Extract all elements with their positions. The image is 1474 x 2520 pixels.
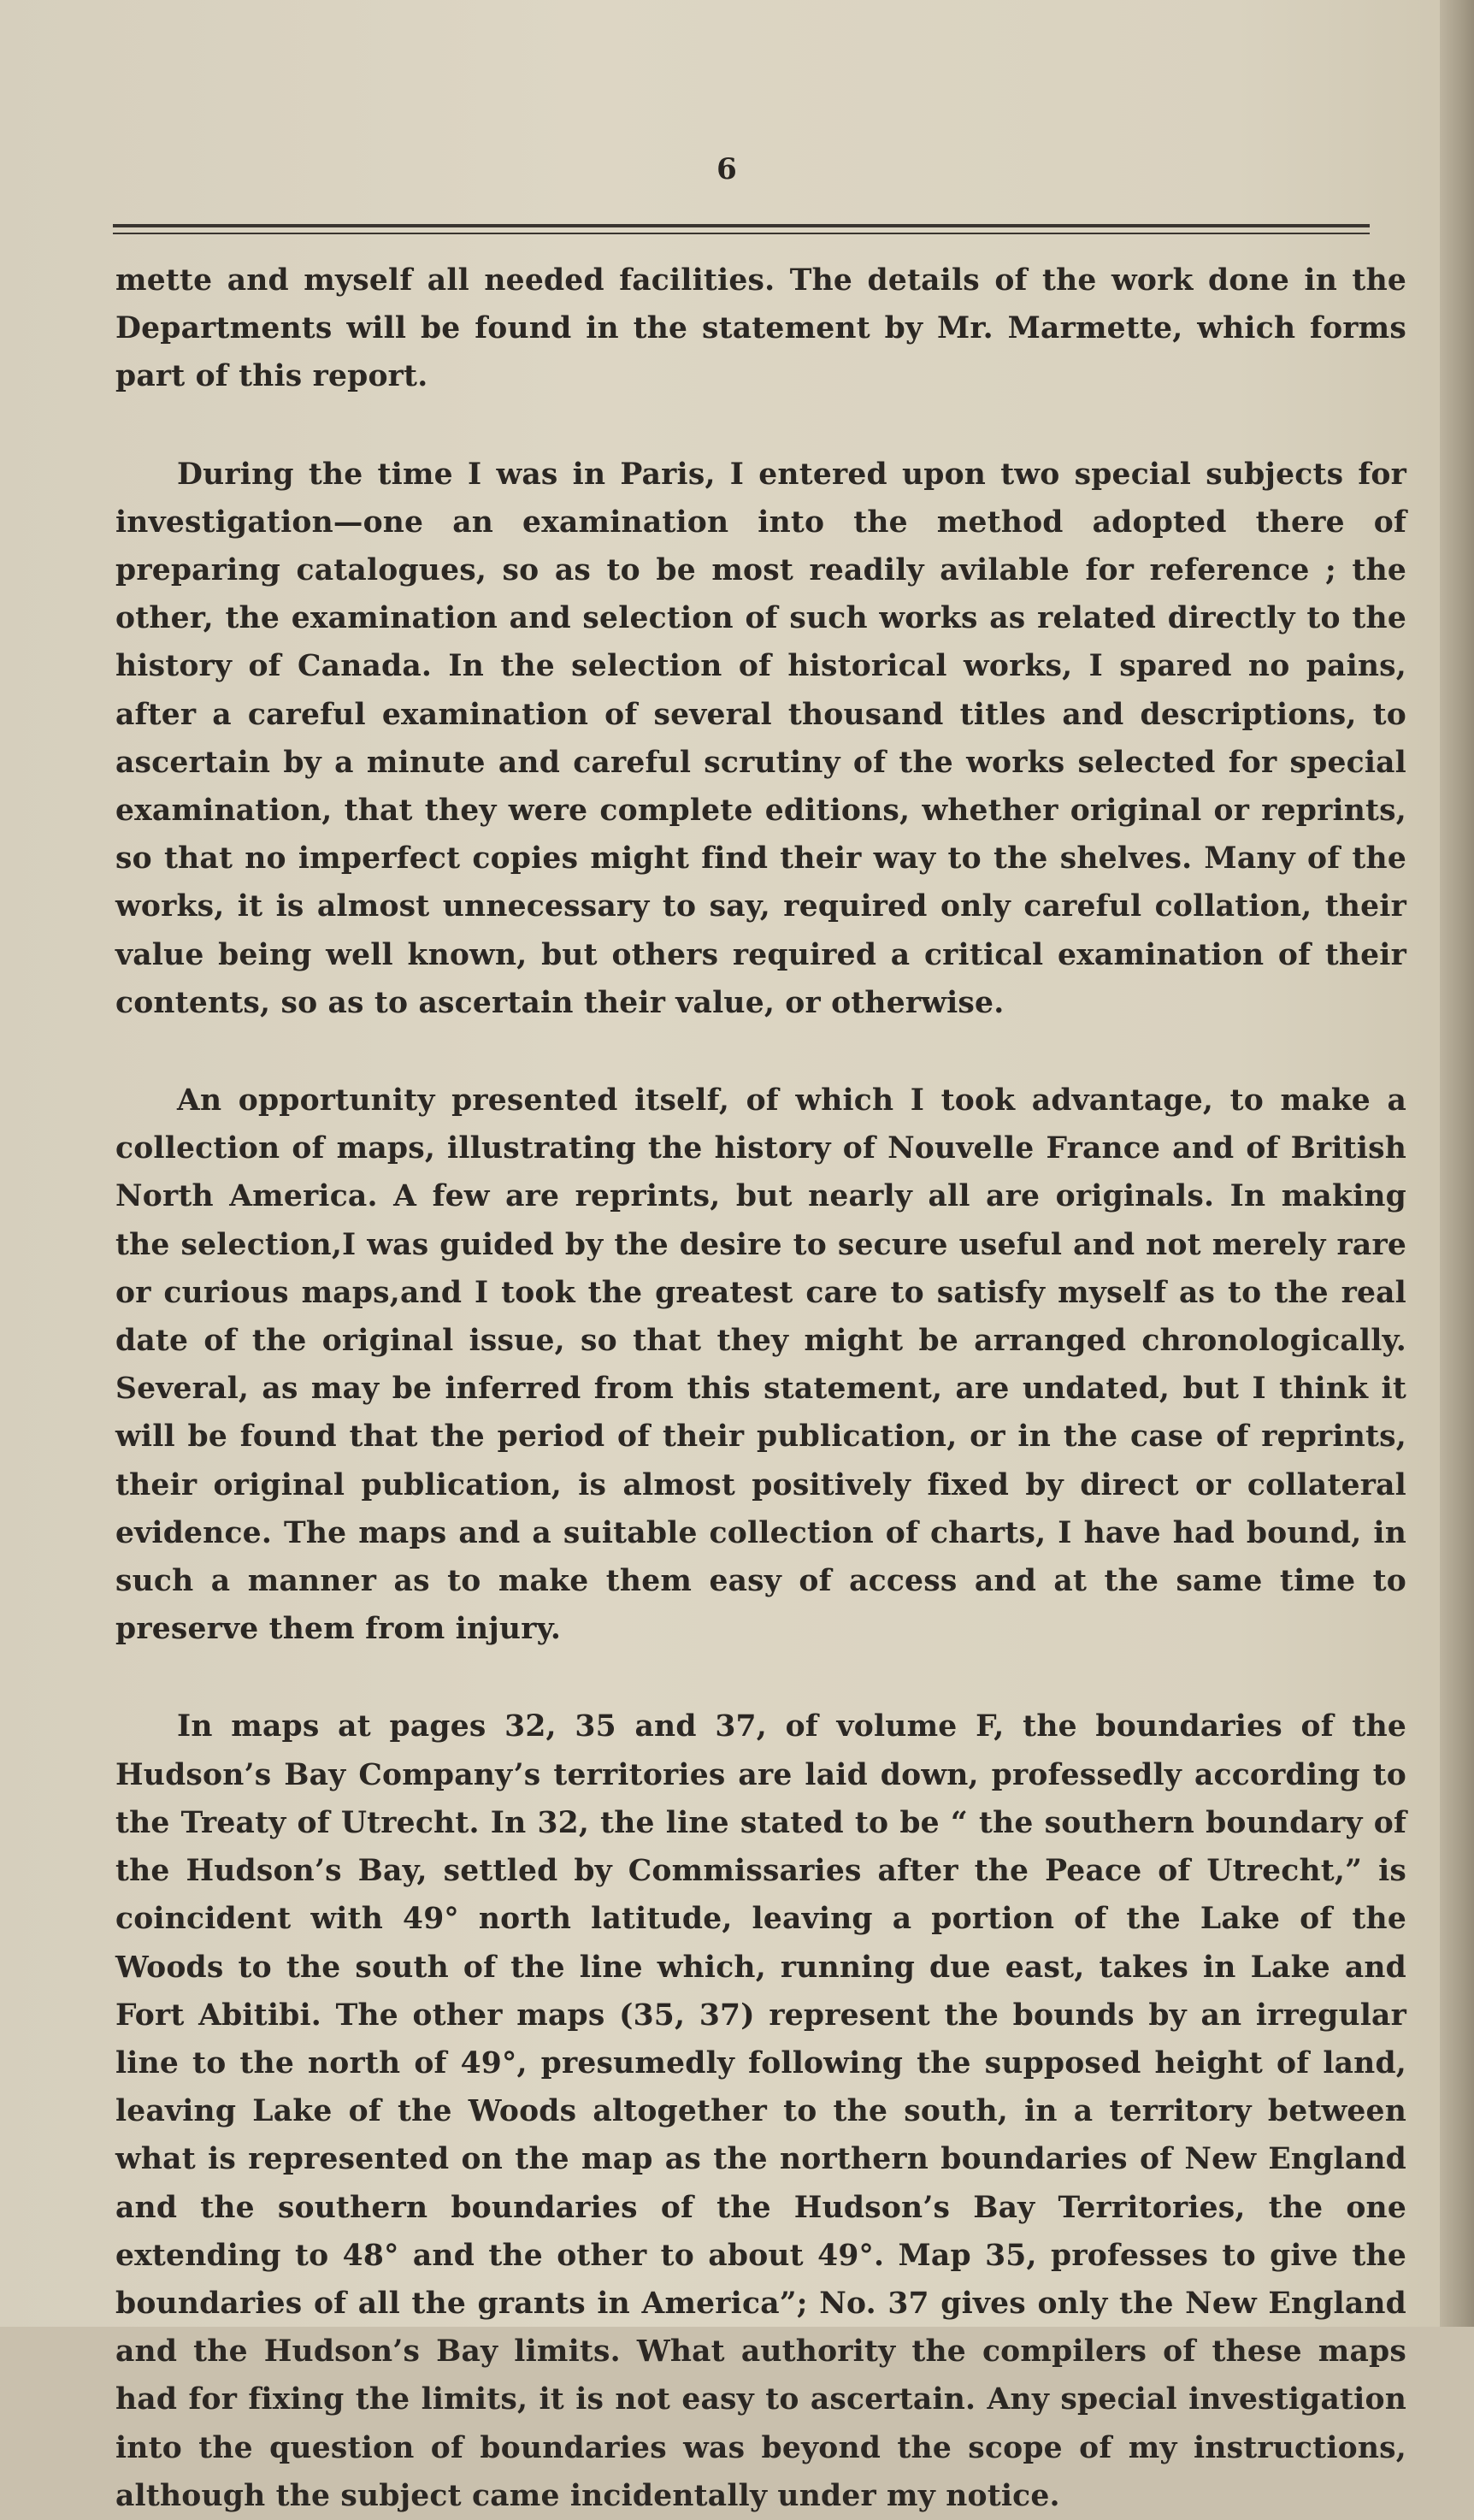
paragraph-3: An opportunity presented itself, of which I took advantage, to make a collection of maps, illustrating the history of Nouvelle France and of British North America. A few are reprints, but nearly all are originals. In making the selection,I was guided by the desire to secure useful and not merely rare or curious maps,and I took the greatest care to satisfy myself as to the real date of the original issue, so that they might be arranged chronologically. Several, as may be inferred from this statement, are undated, but I think it will be found that the period of their publication, or in the case of reprints, their original publication, is almost positively fixed by direct or collateral evidence. The maps and a suitable collection of charts, I have had bound, in such a manner as to make them easy of access and at the same time to preserve them from injury.	[115, 1083, 1406, 1647]
paragraph-4: In maps at pages 32, 35 and 37, of volume F, the boundaries of the Hudson’s Bay Company’s territories are laid down, professedly according to the Treaty of Utrecht. In 32, the line stated to be “ the southern boundary of the Hudson’s Bay, settled by Commissaries after the Peace of Utrecht,” is coincident with 49° north latitude, leaving a portion of the Lake of the Woods to the south of the line which, running due east, takes in Lake and Fort Abitibi. The other maps (35, 37) represent the bounds by an irregular line to the north of 49°, presumedly following the supposed height of land, leaving Lake of the Woods altogether to the south, in a territory between what is represented on the map as the northern boundaries of New England and the southern boundaries of the Hudson’s Bay Territories, the one extending to 48° and the other to about 49°. Map 35, professes to give the boundaries of all the grants in America”; No. 37 gives only the New England and the Hudson’s Bay limits. What authority the compilers of these maps had for fixing the limits, it is not easy to ascertain. Any special investigation into the question of boundaries was beyond the scope of my instructions, although the subject came incidentally under my notice.	[115, 1709, 1406, 2513]
paragraph-1: mette and myself all needed facilities. The details of the work done in the Departments will be found in the statement by Mr. Marmette, which forms part of this report.	[115, 263, 1406, 394]
header-rule-thick	[113, 224, 1370, 227]
page-binding-edge	[1440, 0, 1474, 2327]
paragraph-2: During the time I was in Paris, I entered upon two special subjects for investigation—one an examination into the method adopted there of preparing catalogues, so as to be most readily avilable for reference ; the other, the examination and selection of such works as related directly to the history of Canada. In the selection of historical works, I spared no pains, after a careful examination of several thousand titles and descriptions, to ascertain by a minute and careful scrutiny of the works selected for special examination, that they were complete editions, whether original or reprints, so that no imperfect copies might find their way to the shelves. Many of the works, it is almost unnecessary to say, required only careful collation, their value being well known, but others required a critical examination of their contents, so as to ascertain their value, or otherwise.	[115, 457, 1406, 1020]
header-rule-thin	[113, 233, 1370, 234]
page-number: 6	[716, 152, 737, 186]
body-text	[115, 257, 1406, 2520]
